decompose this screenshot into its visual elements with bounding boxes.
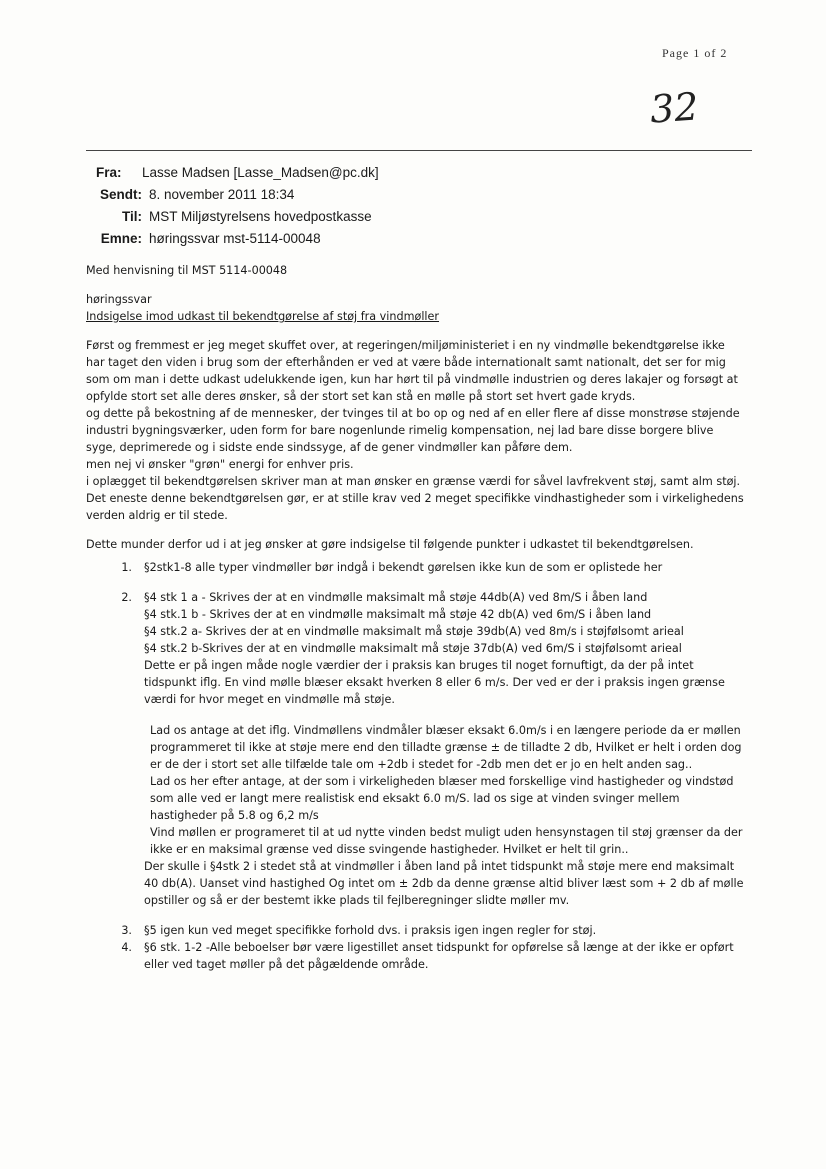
clause-line: §4 stk.2 a- Skrives der at en vindmølle maksimalt må støje 39db(A) ved 8m/s i støjfølsomt arieal [144,625,684,638]
page-number: Page 1 of 2 [662,46,728,60]
to-row [96,206,379,228]
subject-value: høringssvar mst-5114-00048 [149,231,321,246]
header-rule [86,150,752,151]
subject-label: Emne: [100,231,142,246]
item-paragraph: Vind møllen er programeret til at ud nytte vinden bedst muligt uden hensynstagen til støj grænser da der ikke er en maksimal grænse ved disse svingende hastigheder. Hvilket er helt til grin.. [150,826,743,856]
to-label: Til: [122,209,142,224]
objection-list [86,559,746,973]
reference-line: Med henvisning til MST 5114-00048 [86,264,288,277]
from-row [96,162,379,184]
intro-paragraph: og dette på bekostning af de mennesker, der tvinges til at bo op og ned af en eller flere af disse monstrøse støjende industri bygningsværker, uden form for bare nogenlunde rimelig kompensation, nej lad bare disse borgere blive syge, deprimerede og i sidste ende sindssyge, af de gener vindmøller kan påføre dem. [86,407,740,454]
item-number: 4. [121,941,132,954]
subject-row [96,228,379,250]
list-item [86,559,746,576]
clause-line: §4 stk.1 b - Skrives der at en vindmølle maksimalt må støje 42 db(A) ved 6m/S i åben land [144,608,652,621]
list-item [86,922,746,939]
item-paragraph: Lad os antage at det iflg. Vindmøllens vindmåler blæser eksakt 6.0m/s i en længere periode da er møllen programmeret til ikke at støje mere end den tilladte grænse ± de tilladte 2 db, Hvilket er helt i orden dog er de der i stort set alle tilfælde tale om +2db i stedet for -2db men det er jo en helt anden sag.. [150,724,742,771]
item-text: §2stk1-8 alle typer vindmøller bør indgå i bekendt gørelsen ikke kun de som er oplistede her [144,561,663,574]
sent-row [96,184,379,206]
list-item [86,939,746,973]
item-paragraph: Dette er på ingen måde nogle værdier der i praksis kan bruges til noget fornuftigt, da der på intet tidspunkt iflg. En vind mølle blæser eksakt hverken 8 eller 6 m/s. Der ved er der i praksis ingen grænse værdi for hvor meget en vindmølle må støje. [144,659,725,706]
list-item [86,589,746,909]
clause-line: §4 stk.2 b-Skrives der at en vindmølle maksimalt må støje 37db(A) ved 6m/S i støjfølsomt arieal [144,642,682,655]
intro-paragraph: Først og fremmest er jeg meget skuffet over, at regeringen/miljøministeriet i en ny vindmølle bekendtgørelse ikke har taget den viden i brug som der efterhånden er ved at være både internationalt samt nationalt, det ser for mig som om man i dette udkast udelukkende igen, kun har hørt til på vindmølle industrien og deres lakajer og forsøgt at opfylde stort set alle deres ønsker, så der stort set kan stå en mølle på stort set hvert gade kryds. [86,339,738,403]
clause-line: §4 stk 1 a - Skrives der at en vindmølle maksimalt må støje 44db(A) ved 8m/S i åben land [144,591,648,604]
sent-label: Sendt: [100,187,142,202]
intro-paragraph: men nej vi ønsker "grøn" energi for enhver pris. [86,458,354,471]
item-text: §6 stk. 1-2 -Alle beboelser bør være ligestillet anset tidspunkt for opførelse så længe at der ikke er opført eller ved taget møller på det pågældende område. [144,941,734,971]
title: Indsigelse imod udkast til bekendtgørelse af støj fra vindmøller [86,310,440,323]
item-paragraph: Der skulle i §4stk 2 i stedet stå at vindmøller i åben land på intet tidspunkt må støje mere end maksimalt 40 db(A). Uanset vind hastighed Og intet om ± 2db da denne grænse altid bliver læst som + 2 db af mølle opstiller og så er der bestemt ikke plads til fejlberegninger slidte møller mv. [144,860,744,907]
lead-in: Dette munder derfor ud i at jeg ønsker at gøre indsigelse til følgende punkter i udkastet til bekendtgørelsen. [86,538,694,551]
item-number: 1. [121,561,132,574]
item-text: §5 igen kun ved meget specifikke forhold dvs. i praksis igen ingen regler for støj. [144,924,597,937]
from-value: Lasse Madsen [Lasse_Madsen@pc.dk] [142,165,379,180]
to-value: MST Miljøstyrelsens hovedpostkasse [149,209,372,224]
item-number: 2. [121,591,132,604]
email-header [96,162,379,250]
heading: høringssvar [86,293,152,306]
item-paragraph: Lad os her efter antage, at der som i virkeligheden blæser med forskellige vind hastigheder og vindstød som alle ved er langt mere realistisk end eksakt 6.0 m/S. lad os sige at vinden svinger mellem hastigheder på 5.8 og 6,2 m/s [150,775,734,822]
letter-body [86,262,746,973]
intro-paragraph: Det eneste denne bekendtgørelsen gør, er at stille krav ved 2 meget specifikke vindhastigheder som i virkelighedens verden aldrig er til stede. [86,492,744,522]
sent-value: 8. november 2011 18:34 [149,187,295,202]
from-label: Fra: [96,165,122,180]
intro-paragraph: i oplægget til bekendtgørelsen skriver man at man ønsker en grænse værdi for såvel lavfrekvent støj, samt alm støj. [86,475,741,488]
handwritten-number: 32 [648,84,700,132]
item-number: 3. [121,924,132,937]
